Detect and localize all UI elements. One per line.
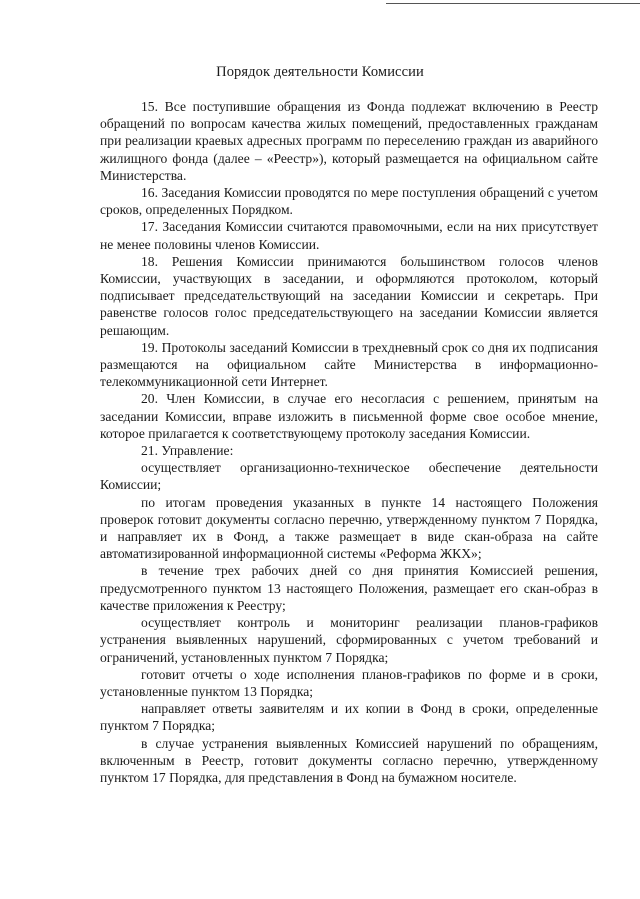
list-item: в течение трех рабочих дней со дня принятия Комиссией решения, предусмотренного пунктом 13 настоящего Положения, размещает его скан-образ в качестве приложения к Реестру; — [100, 563, 598, 613]
paragraph-16: 16. Заседания Комиссии проводятся по мере поступления обращений с учетом сроков, определенных Порядком. — [100, 185, 598, 218]
list-item: осуществляет организационно-техническое обеспечение деятельности Комиссии; — [100, 460, 598, 493]
list-item: осуществляет контроль и мониторинг реализации планов-графиков устранения выявленных нарушений, сформированных с учетом требований и ограничений, установленных пунктом 7 Порядка; — [100, 615, 598, 665]
paragraph-15: 15. Все поступившие обращения из Фонда подлежат включению в Реестр обращений по вопросам качества жилых помещений, предоставленных гражданам при реализации краевых адресных программ по переселению граждан из аварийного жилищного фонда (далее – «Реестр»), который размещается на официальном сайте Министерства. — [100, 99, 598, 183]
section-title: Порядок деятельности Комиссии — [216, 64, 424, 80]
list-item: по итогам проведения указанных в пункте 14 настоящего Положения проверок готовит документы согласно перечню, утвержденному пунктом 7 Порядка, и направляет их в Фонд, а также размещает в виде скан-образа на сайте автоматизированной информационной системы «Реформа ЖКХ»; — [100, 494, 598, 562]
paragraph-18: 18. Решения Комиссии принимаются большинством голосов членов Комиссии, участвующих в заседании, и оформляются протоколом, который подписывает председательствующий на заседании Комиссии и секретарь. При равенстве голосов голос председательствующего на заседании Комиссии является решающим. — [100, 253, 598, 338]
paragraph-20: 20. Член Комиссии, в случае его несогласия с решением, принятым на заседании Комиссии, вправе изложить в письменной форме свое особое мнение, которое прилагается к соответствующему протоколу заседания Комиссии. — [100, 391, 598, 441]
list-item: направляет ответы заявителям и их копии в Фонд в сроки, определенные пунктом 7 Порядка; — [100, 701, 598, 734]
paragraph-19: 19. Протоколы заседаний Комиссии в трехдневный срок со дня их подписания размещаются на официальном сайте Министерства в информационно-телекоммуникационной сети Интернет. — [100, 339, 598, 390]
document-body — [100, 98, 598, 786]
paragraph-17: 17. Заседания Комиссии считаются правомочными, если на них присутствует не менее половины членов Комиссии. — [100, 219, 598, 252]
header-rule — [386, 3, 640, 4]
list-item: готовит отчеты о ходе исполнения планов-графиков по форме и в сроки, установленные пунктом 13 Порядка; — [100, 666, 598, 699]
paragraph-21-heading: 21. Управление: — [141, 443, 234, 459]
list-item: в случае устранения выявленных Комиссией нарушений по обращениям, включенным в Реестр, готовит документы согласно перечню, утвержденному пунктом 17 Порядка, для представления в Фонд на бумажном носителе. — [100, 735, 598, 785]
